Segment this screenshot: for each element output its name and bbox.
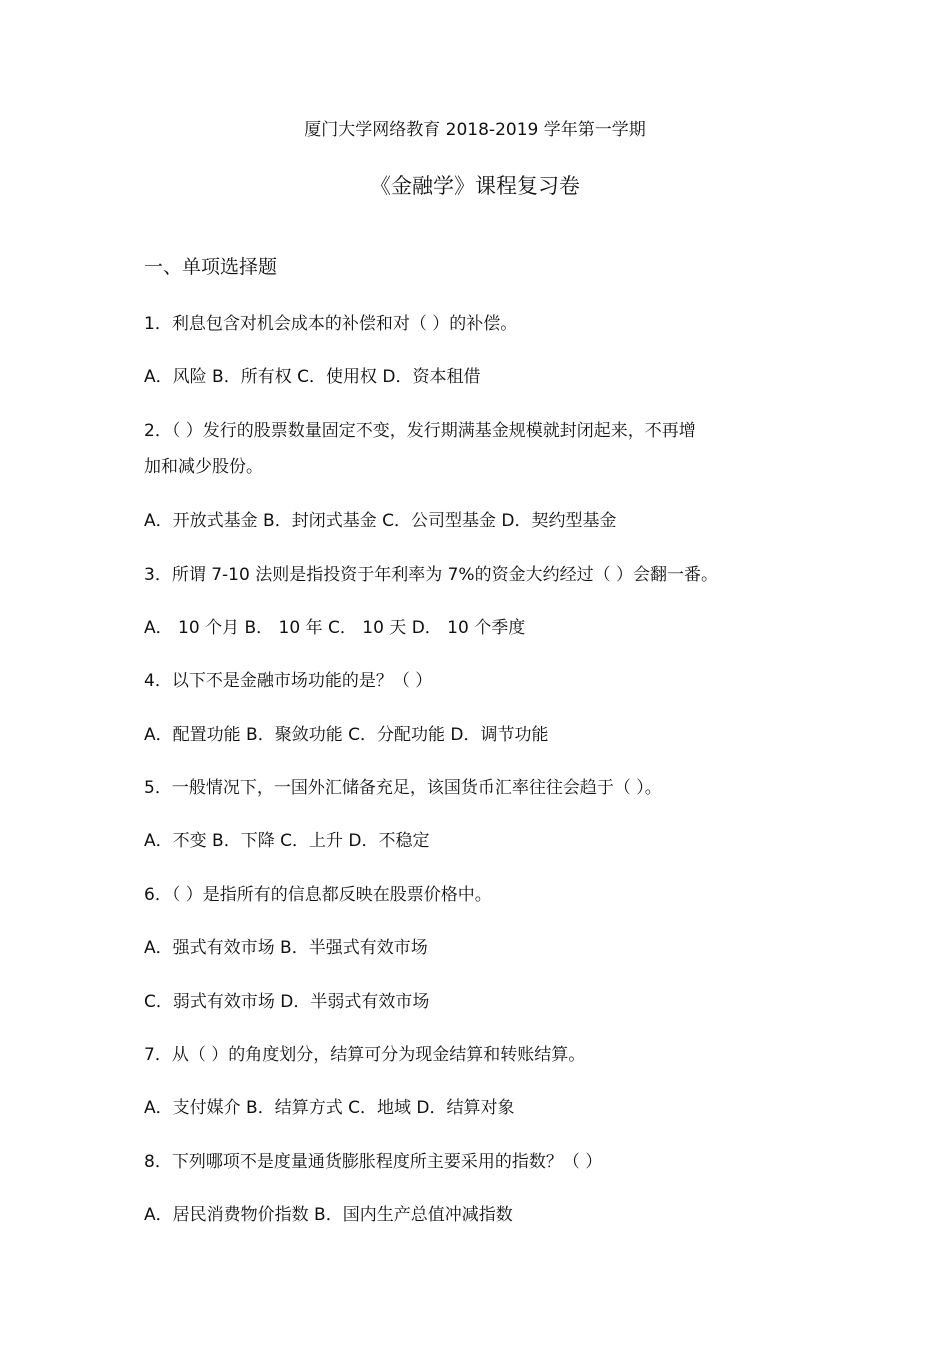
question-6-options-1: A．强式有效市场 B．半强式有效市场 [144, 938, 428, 958]
question-8-options: A．居民消费物价指数 B．国内生产总值冲减指数 [144, 1205, 513, 1225]
question-2: 2．（ ）发行的股票数量固定不变，发行期满基金规模就封闭起来，不再增 [144, 421, 696, 441]
question-4: 4．以下不是金融市场功能的是？（ ） [144, 671, 433, 691]
question-3-options: A． 10 个月 B． 10 年 C． 10 天 D． 10 个季度 [144, 618, 526, 638]
question-2-options: A．开放式基金 B．封闭式基金 C．公司型基金 D．契约型基金 [144, 511, 617, 531]
question-4-options: A．配置功能 B．聚敛功能 C．分配功能 D．调节功能 [144, 725, 549, 745]
question-3: 3．所谓 7-10 法则是指投资于年利率为 7%的资金大约经过（ ）会翻一番。 [144, 565, 718, 585]
question-5-options: A．不变 B．下降 C．上升 D．不稳定 [144, 831, 430, 851]
document-title: 厦门大学网络教育 2018-2019 学年第一学期 [304, 120, 646, 140]
question-5: 5．一般情况下，一国外汇储备充足，该国货币汇率往往会趋于（ ）。 [144, 778, 662, 798]
question-7: 7．从（ ）的角度划分，结算可分为现金结算和转账结算。 [144, 1045, 586, 1065]
section-heading: 一、单项选择题 [144, 256, 278, 278]
question-1: 1．利息包含对机会成本的补偿和对（ ）的补偿。 [144, 314, 518, 334]
document-subtitle: 《金融学》课程复习卷 [370, 174, 580, 198]
question-6-options-2: C．弱式有效市场 D．半弱式有效市场 [144, 992, 430, 1012]
question-7-options: A．支付媒介 B．结算方式 C．地域 D．结算对象 [144, 1098, 515, 1118]
question-1-options: A．风险 B．所有权 C．使用权 D．资本租借 [144, 367, 481, 387]
question-8: 8．下列哪项不是度量通货膨胀程度所主要采用的指数？（ ） [144, 1152, 603, 1172]
question-2-continued: 加和减少股份。 [144, 457, 263, 477]
question-6: 6．（ ）是指所有的信息都反映在股票价格中。 [144, 885, 492, 905]
